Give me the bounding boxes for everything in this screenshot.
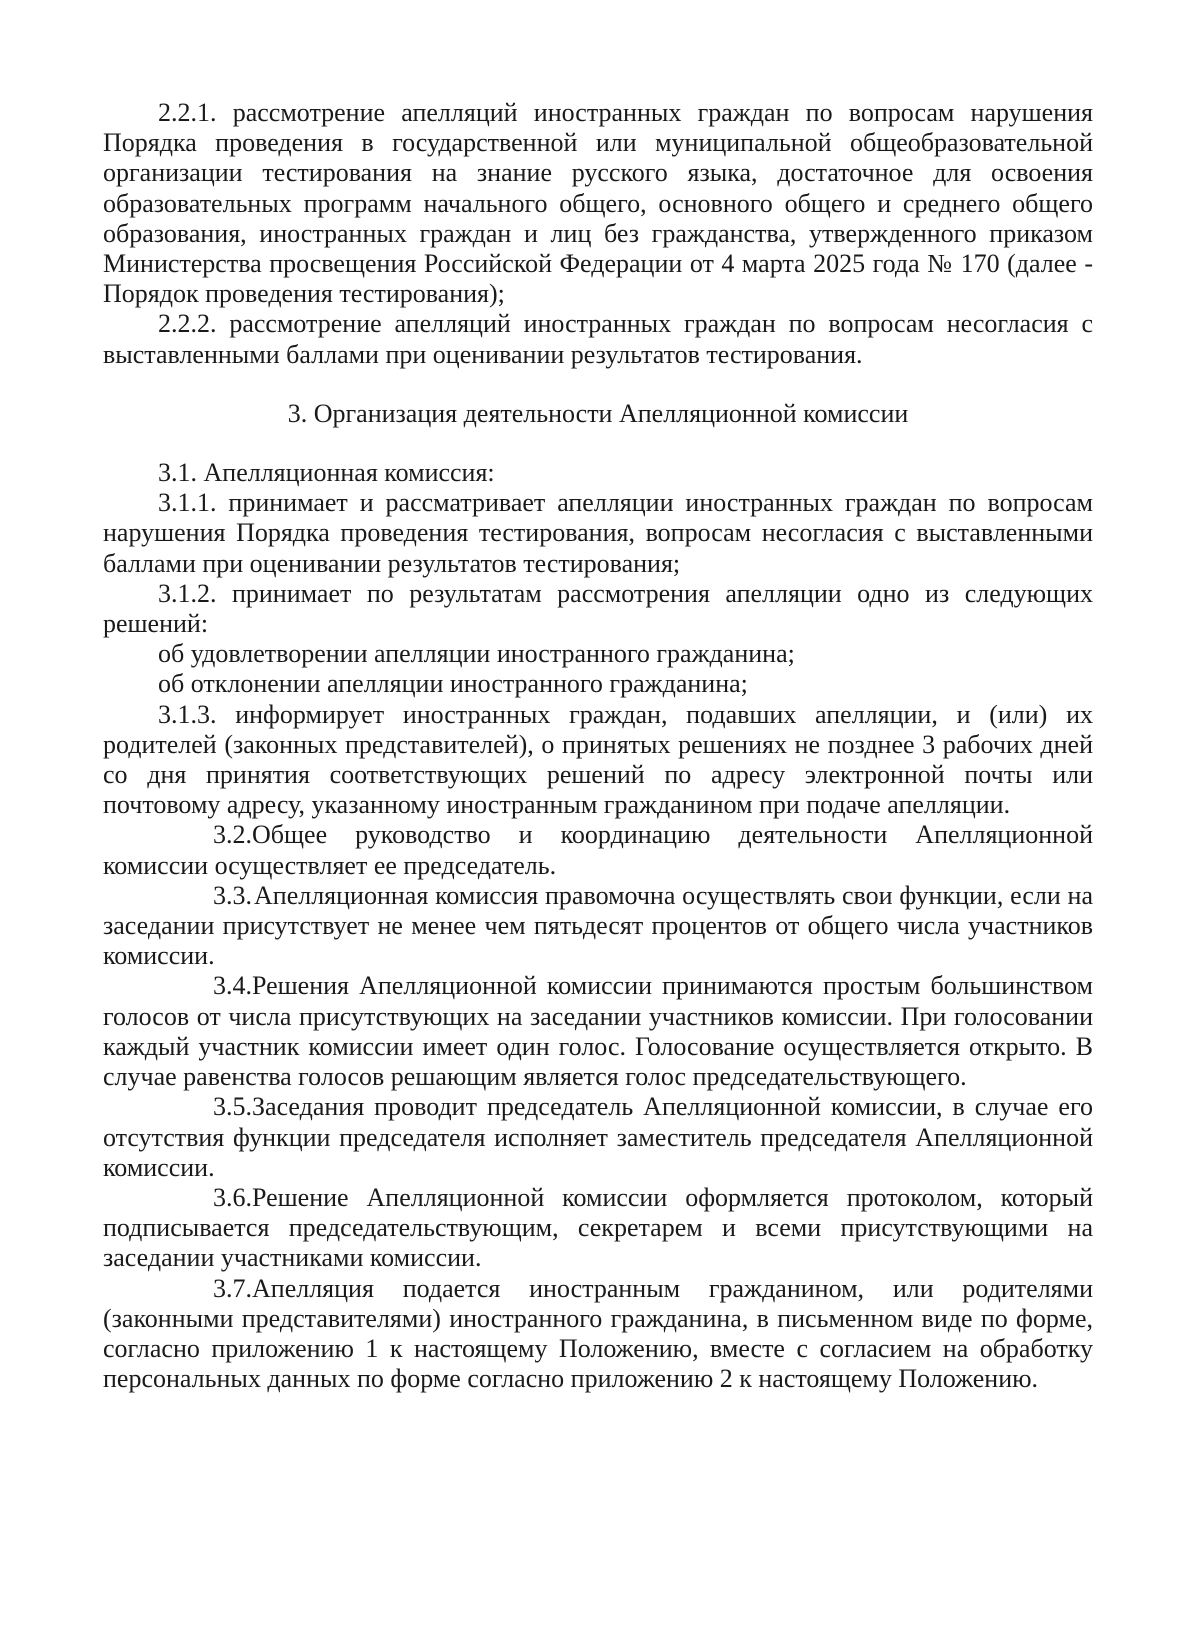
paragraph-3-4: [103, 971, 1093, 1092]
decision-option-approve: об удовлетворении апелляции иностранного гражданина;: [158, 639, 795, 669]
paragraph-3-1-2: 3.1.2. принимает по результатам рассмотрения апелляции одно из следующих решений:: [103, 578, 1093, 639]
paragraph-3-1: 3.1. Апелляционная комиссия:: [158, 458, 495, 488]
paragraph-number: 3.3.: [213, 880, 252, 910]
paragraph-number: 3.2.: [213, 820, 252, 850]
paragraph-number: 3.5.: [213, 1092, 252, 1122]
paragraph-number: 3.6.: [213, 1182, 252, 1212]
document-page: [103, 98, 1093, 1394]
paragraph-3-1-1: 3.1.1. принимает и рассматривает апелляции иностранных граждан по вопросам нарушения Порядка проведения тестирования, вопросам несогласия с выставленными баллами при оценивании результатов тестирования;: [103, 488, 1093, 578]
paragraph-3-2: [103, 820, 1093, 880]
decision-option-reject: об отклонении апелляции иностранного гражданина;: [158, 669, 748, 699]
paragraph-2-2-1: 2.2.1. рассмотрение апелляций иностранных граждан по вопросам нарушения Порядка проведения в государственной или муниципальной общеобразовательной организации тестирования на знание русского языка, достаточное для освоения образовательных программ начального общего, основного общего и среднего общего образования, иностранных граждан и лиц без гражданства, утвержденного приказом Министерства просвещения Российской Федерации от 4 марта 2025 года № 170 (далее - Порядок проведения тестирования);: [103, 98, 1093, 309]
paragraph-3-6: [103, 1183, 1093, 1274]
paragraph-2-2-2: 2.2.2. рассмотрение апелляций иностранных граждан по вопросам несогласия с выставленными баллами при оценивании результатов тестирования.: [103, 309, 1093, 369]
paragraph-text: Решение Апелляционной комиссии оформляется протоколом, который подписывается председательствующим, секретарем и всеми присутствующими на заседании участниками комиссии.: [103, 1182, 1093, 1273]
paragraph-3-3: [103, 881, 1093, 972]
section-heading: 3. Организация деятельности Апелляционной комиссии: [287, 398, 909, 428]
paragraph-3-1-3: 3.1.3. информирует иностранных граждан, подавших апелляции, и (или) их родителей (законных представителей), о принятых решениях не позднее 3 рабочих дней со дня принятия соответствующих решений по адресу электронной почты или почтовому адресу, указанному иностранным гражданином при подаче апелляции.: [103, 699, 1093, 820]
paragraph-number: 3.4.: [213, 971, 252, 1001]
paragraph-text: Общее руководство и координацию деятельности Апелляционной комиссии осуществляет ее председатель.: [103, 820, 1093, 880]
paragraph-number: 3.7.: [213, 1273, 252, 1303]
paragraph-text: Апелляционная комиссия правомочна осуществлять свои функции, если на заседании присутствует не менее чем пятьдесят процентов от общего числа участников комиссии.: [103, 880, 1093, 971]
paragraph-text: Апелляция подается иностранным гражданином, или родителями (законными представителями) иностранного гражданина, в письменном виде по форме, согласно приложению 1 к настоящему Положению, вместе с согласием на обработку персональных данных по форме согласно приложению 2 к настоящему Положению.: [103, 1273, 1093, 1394]
paragraph-text: Заседания проводит председатель Апелляционной комиссии, в случае его отсутствия функции председателя исполняет заместитель председателя Апелляционной комиссии.: [103, 1092, 1093, 1182]
paragraph-3-5: [103, 1092, 1093, 1183]
paragraph-text: Решения Апелляционной комиссии принимаются простым большинством голосов от числа присутствующих на заседании участников комиссии. При голосовании каждый участник комиссии имеет один голос. Голосование осуществляется открыто. В случае равенства голосов решающим является голос председательствующего.: [103, 971, 1093, 1092]
paragraph-3-7: [103, 1274, 1093, 1395]
